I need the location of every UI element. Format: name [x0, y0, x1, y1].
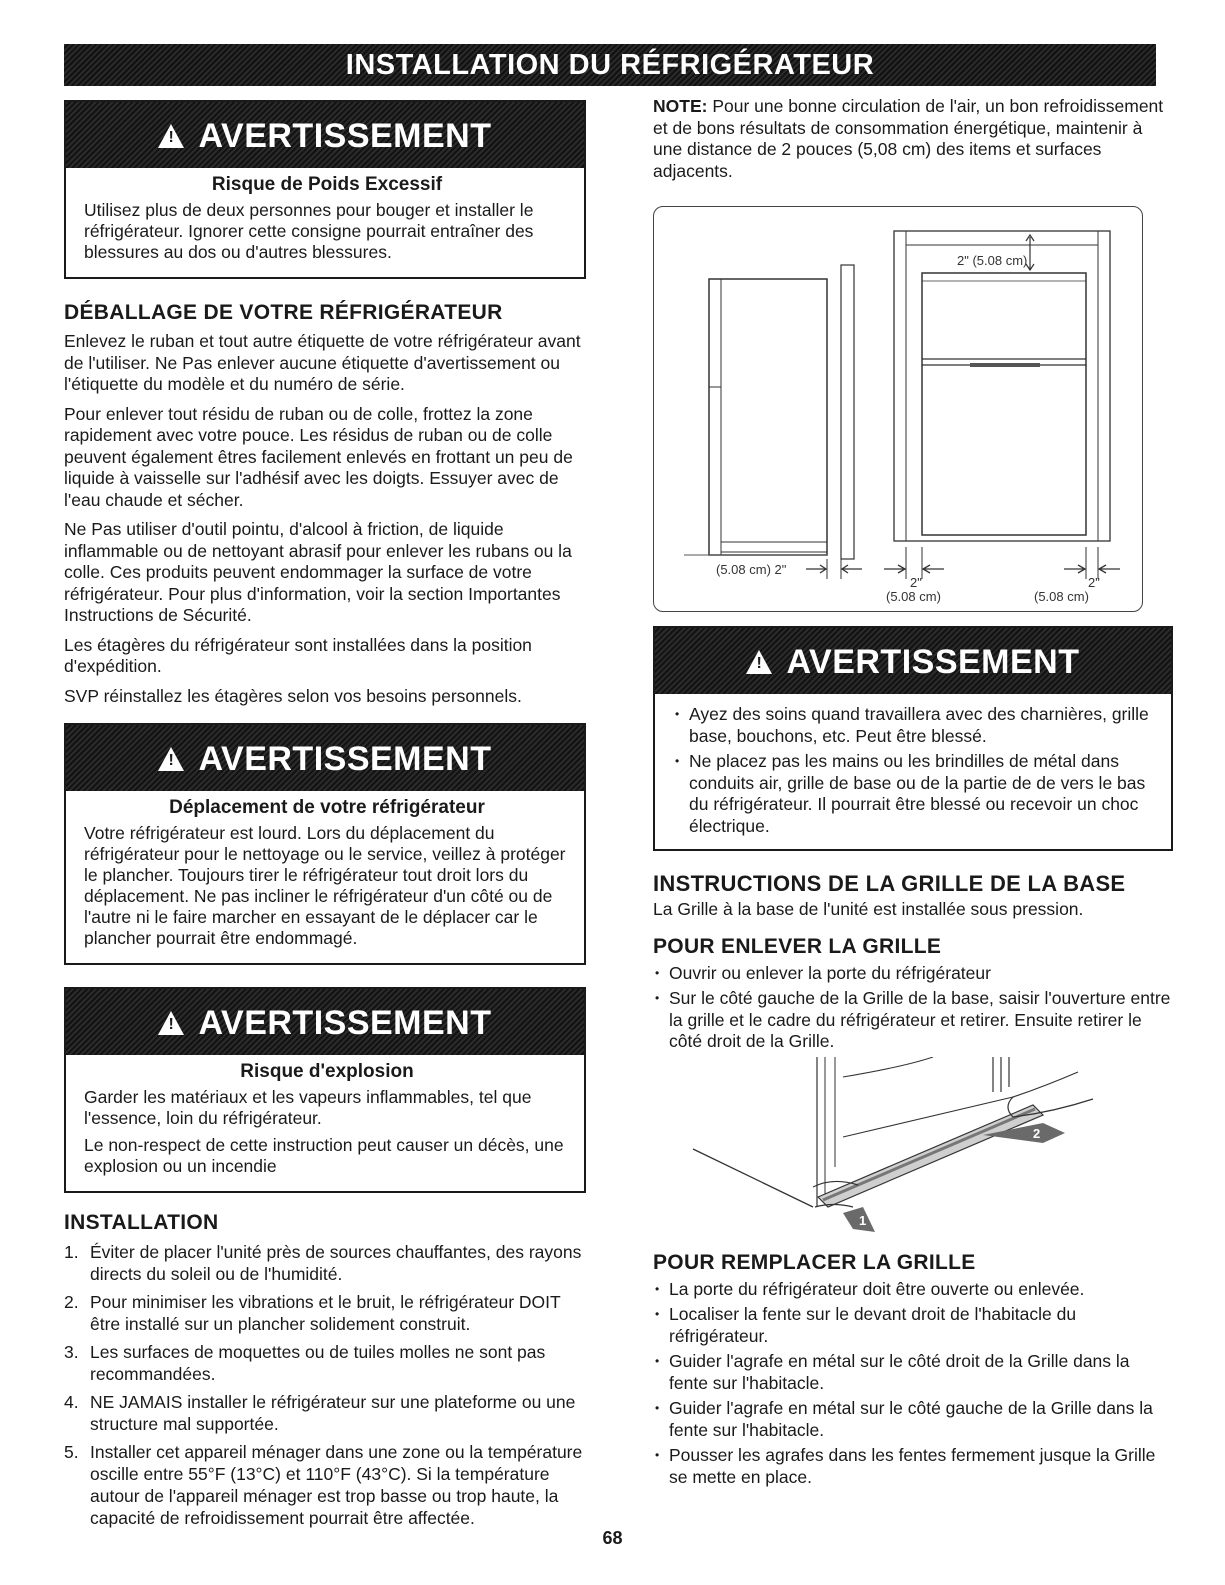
- warning-title: AVERTISSEMENT: [786, 643, 1080, 681]
- unpack-paragraph-2: Pour enlever tout résidu de ruban ou de colle, frottez la zone rapidement avec votre pouce. Les résidus de ruban ou de colle peuvent également êtres facilement enlevés en frottant un peu de liquide à vaisselle sur l'adhésif avec les doigts. Essuyer avec de l'eau chaude et sécher.: [64, 403, 573, 510]
- remove-grille-heading: POUR ENLEVER LA GRILLE: [653, 934, 942, 958]
- list-item: [64, 1291, 586, 1335]
- replace-grille-heading: POUR REMPLACER LA GRILLE: [653, 1250, 976, 1274]
- side-dimension-label: (5.08 cm) 2": [716, 562, 787, 577]
- list-item: • Ne placez pas les mains ou les brindilles de métal dans conduits air, grille de base ou de la partie de de vers le bas du réfrigérateur. Il pourrait être blessé ou recevoir un choc électrique.: [673, 751, 1157, 837]
- list-text: Pour minimiser les vibrations et le bruit, le réfrigérateur DOIT être installé sur un plancher solidement construit.: [90, 1292, 561, 1334]
- bottom-right-cm-label: (5.08 cm): [1034, 589, 1089, 604]
- warning-subtitle: Risque de Poids Excessif: [211, 174, 443, 195]
- warning-text-1: Garder les matériaux et les vapeurs inflammables, tel que l'essence, loin du réfrigérateur.: [84, 1087, 532, 1128]
- list-item: • Localiser la fente sur le devant droit de l'habitacle du réfrigérateur.: [653, 1304, 1173, 1347]
- list-item: [64, 1341, 586, 1385]
- warning-triangle-icon: [746, 650, 772, 674]
- warning-triangle-icon: [158, 124, 184, 148]
- list-text: Les surfaces de moquettes ou de tuiles molles ne sont pas recommandées.: [90, 1342, 546, 1384]
- step-2-label: 2: [1033, 1125, 1041, 1141]
- warning-bullets: [673, 704, 1157, 837]
- list-item: • Guider l'agrafe en métal sur le côté droit de la Grille dans la fente sur l'habitacle.: [653, 1351, 1173, 1394]
- top-dimension-label: 2" (5.08 cm): [957, 253, 1028, 268]
- warning-header: [66, 725, 584, 791]
- bottom-right-inch-label: 2": [1088, 575, 1100, 590]
- list-item: [64, 1391, 586, 1435]
- warning-header: [66, 102, 584, 168]
- bottom-left-inch-label: 2": [910, 575, 922, 590]
- warning-box-weight: [64, 100, 586, 279]
- warning-header: [655, 628, 1171, 694]
- warning-triangle-icon: [158, 1011, 184, 1035]
- warning-body: [655, 694, 1171, 849]
- warning-title: AVERTISSEMENT: [198, 117, 492, 155]
- list-text: Éviter de placer l'unité près de sources chauffantes, des rayons directs du soleil ou de l'humidité.: [90, 1242, 582, 1284]
- warning-box-moving: [64, 723, 586, 965]
- unpack-paragraph-5: SVP réinstallez les étagères selon vos besoins personnels.: [64, 685, 522, 706]
- unpack-paragraph-3: Ne Pas utiliser d'outil pointu, d'alcool à friction, de liquide inflammable ou de nettoyant abrasif pour enlever les rubans ou la colle. Ces produits peuvent endommager la surface de votre réfrigérateur. Pour plus d'information, voir la section Importantes Instructions de Sécurité.: [64, 519, 572, 625]
- warning-box-explosion: [64, 987, 586, 1193]
- replace-grille-list: [653, 1279, 1173, 1489]
- warning-title: AVERTISSEMENT: [198, 1004, 492, 1042]
- unpack-heading: DÉBALLAGE DE VOTRE RÉFRIGÉRATEUR: [64, 301, 503, 324]
- grille-intro: La Grille à la base de l'unité est installée sous pression.: [653, 899, 1084, 919]
- warning-header: [66, 989, 584, 1055]
- warning-body: [66, 168, 584, 277]
- grille-illustration: [683, 1057, 1103, 1247]
- page-banner: INSTALLATION DU RÉFRIGÉRATEUR: [64, 44, 1156, 86]
- note-label: NOTE:: [653, 96, 708, 116]
- list-number: 2.: [64, 1292, 79, 1312]
- bottom-left-cm-label: (5.08 cm): [886, 589, 941, 604]
- list-item: [64, 1241, 586, 1285]
- list-item: • Sur le côté gauche de la Grille de la base, saisir l'ouverture entre la grille et le cadre du réfrigérateur et retirer. Ensuite retirer le côté droit de la Grille.: [653, 988, 1173, 1053]
- warning-text: Utilisez plus de deux personnes pour bouger et installer le réfrigérateur. Ignorer cette consigne pourrait entraîner des blessures au dos ou d'autres blessures.: [84, 200, 534, 262]
- warning-box-hinges: [653, 626, 1173, 851]
- unpack-paragraph-4: Les étagères du réfrigérateur sont installées dans la position d'expédition.: [64, 634, 532, 676]
- list-number: 4.: [64, 1392, 79, 1412]
- list-text: NE JAMAIS installer le réfrigérateur sur une plateforme ou une structure mal supportée.: [90, 1392, 576, 1434]
- left-column: [64, 100, 586, 1535]
- list-number: 1.: [64, 1242, 79, 1262]
- warning-text-2: Le non-respect de cette instruction peut causer un décès, une explosion ou un incendie: [84, 1135, 564, 1176]
- list-item: • Guider l'agrafe en métal sur le côté gauche de la Grille dans la fente sur l'habitacle.: [653, 1398, 1173, 1441]
- list-item: • Ayez des soins quand travaillera avec des charnières, grille base, bouchons, etc. Peut être blessé.: [673, 704, 1157, 747]
- right-column: [653, 96, 1173, 1492]
- step-1-label: 1: [859, 1212, 867, 1228]
- remove-grille-list: [653, 963, 1173, 1053]
- note-text: Pour une bonne circulation de l'air, un bon refroidissement et de bons résultats de consommation énergétique, maintenir à une distance de 2 pouces (5,08 cm) des items et surfaces adjacents.: [653, 96, 1164, 181]
- warning-subtitle: Déplacement de votre réfrigérateur: [169, 797, 485, 818]
- warning-triangle-icon: [158, 747, 184, 771]
- grille-heading: INSTRUCTIONS DE LA GRILLE DE LA BASE: [653, 871, 1126, 896]
- list-item: • La porte du réfrigérateur doit être ouverte ou enlevée.: [653, 1279, 1173, 1301]
- list-item: [64, 1441, 586, 1529]
- warning-subtitle: Risque d'explosion: [240, 1061, 414, 1082]
- page-number: 68: [602, 1528, 623, 1548]
- list-number: 3.: [64, 1342, 79, 1362]
- list-item: • Ouvrir ou enlever la porte du réfrigérateur: [653, 963, 1173, 985]
- clearance-diagram: [653, 206, 1143, 612]
- warning-text: Votre réfrigérateur est lourd. Lors du déplacement du réfrigérateur pour le nettoyage ou le service, veillez à protéger le plancher. Toujours tirer le réfrigérateur tout droit lors du déplacement. Ne pas incliner le réfrigérateur d'un côté ou de l'autre ni le faire marcher en essayant de le déplacer car le plancher pourrait être endommagé.: [84, 823, 566, 948]
- grille-illustration-drawing: [683, 1057, 1103, 1247]
- unpack-paragraph-1: Enlevez le ruban et tout autre étiquette de votre réfrigérateur avant de l'utiliser. Ne Pas enlever aucune étiquette d'avertissement ou l'étiquette du modèle et du numéro de série.: [64, 331, 581, 394]
- warning-body: [66, 1055, 584, 1191]
- clearance-diagram-drawing: [654, 207, 1142, 611]
- list-item: • Pousser les agrafes dans les fentes fermement jusque la Grille se mette en place.: [653, 1445, 1173, 1488]
- note-paragraph: [653, 96, 1173, 182]
- list-text: Installer cet appareil ménager dans une zone ou la température oscille entre 55°F (13°C) et 110°F (43°C). Si la température autour de l'appareil ménager est trop basse ou trop haute, la capacité de refroidissement pourrait être affectée.: [90, 1442, 583, 1528]
- list-number: 5.: [64, 1442, 79, 1462]
- installation-heading: INSTALLATION: [64, 1211, 219, 1234]
- warning-body: [66, 791, 584, 963]
- installation-list: [64, 1241, 586, 1529]
- warning-title: AVERTISSEMENT: [198, 740, 492, 778]
